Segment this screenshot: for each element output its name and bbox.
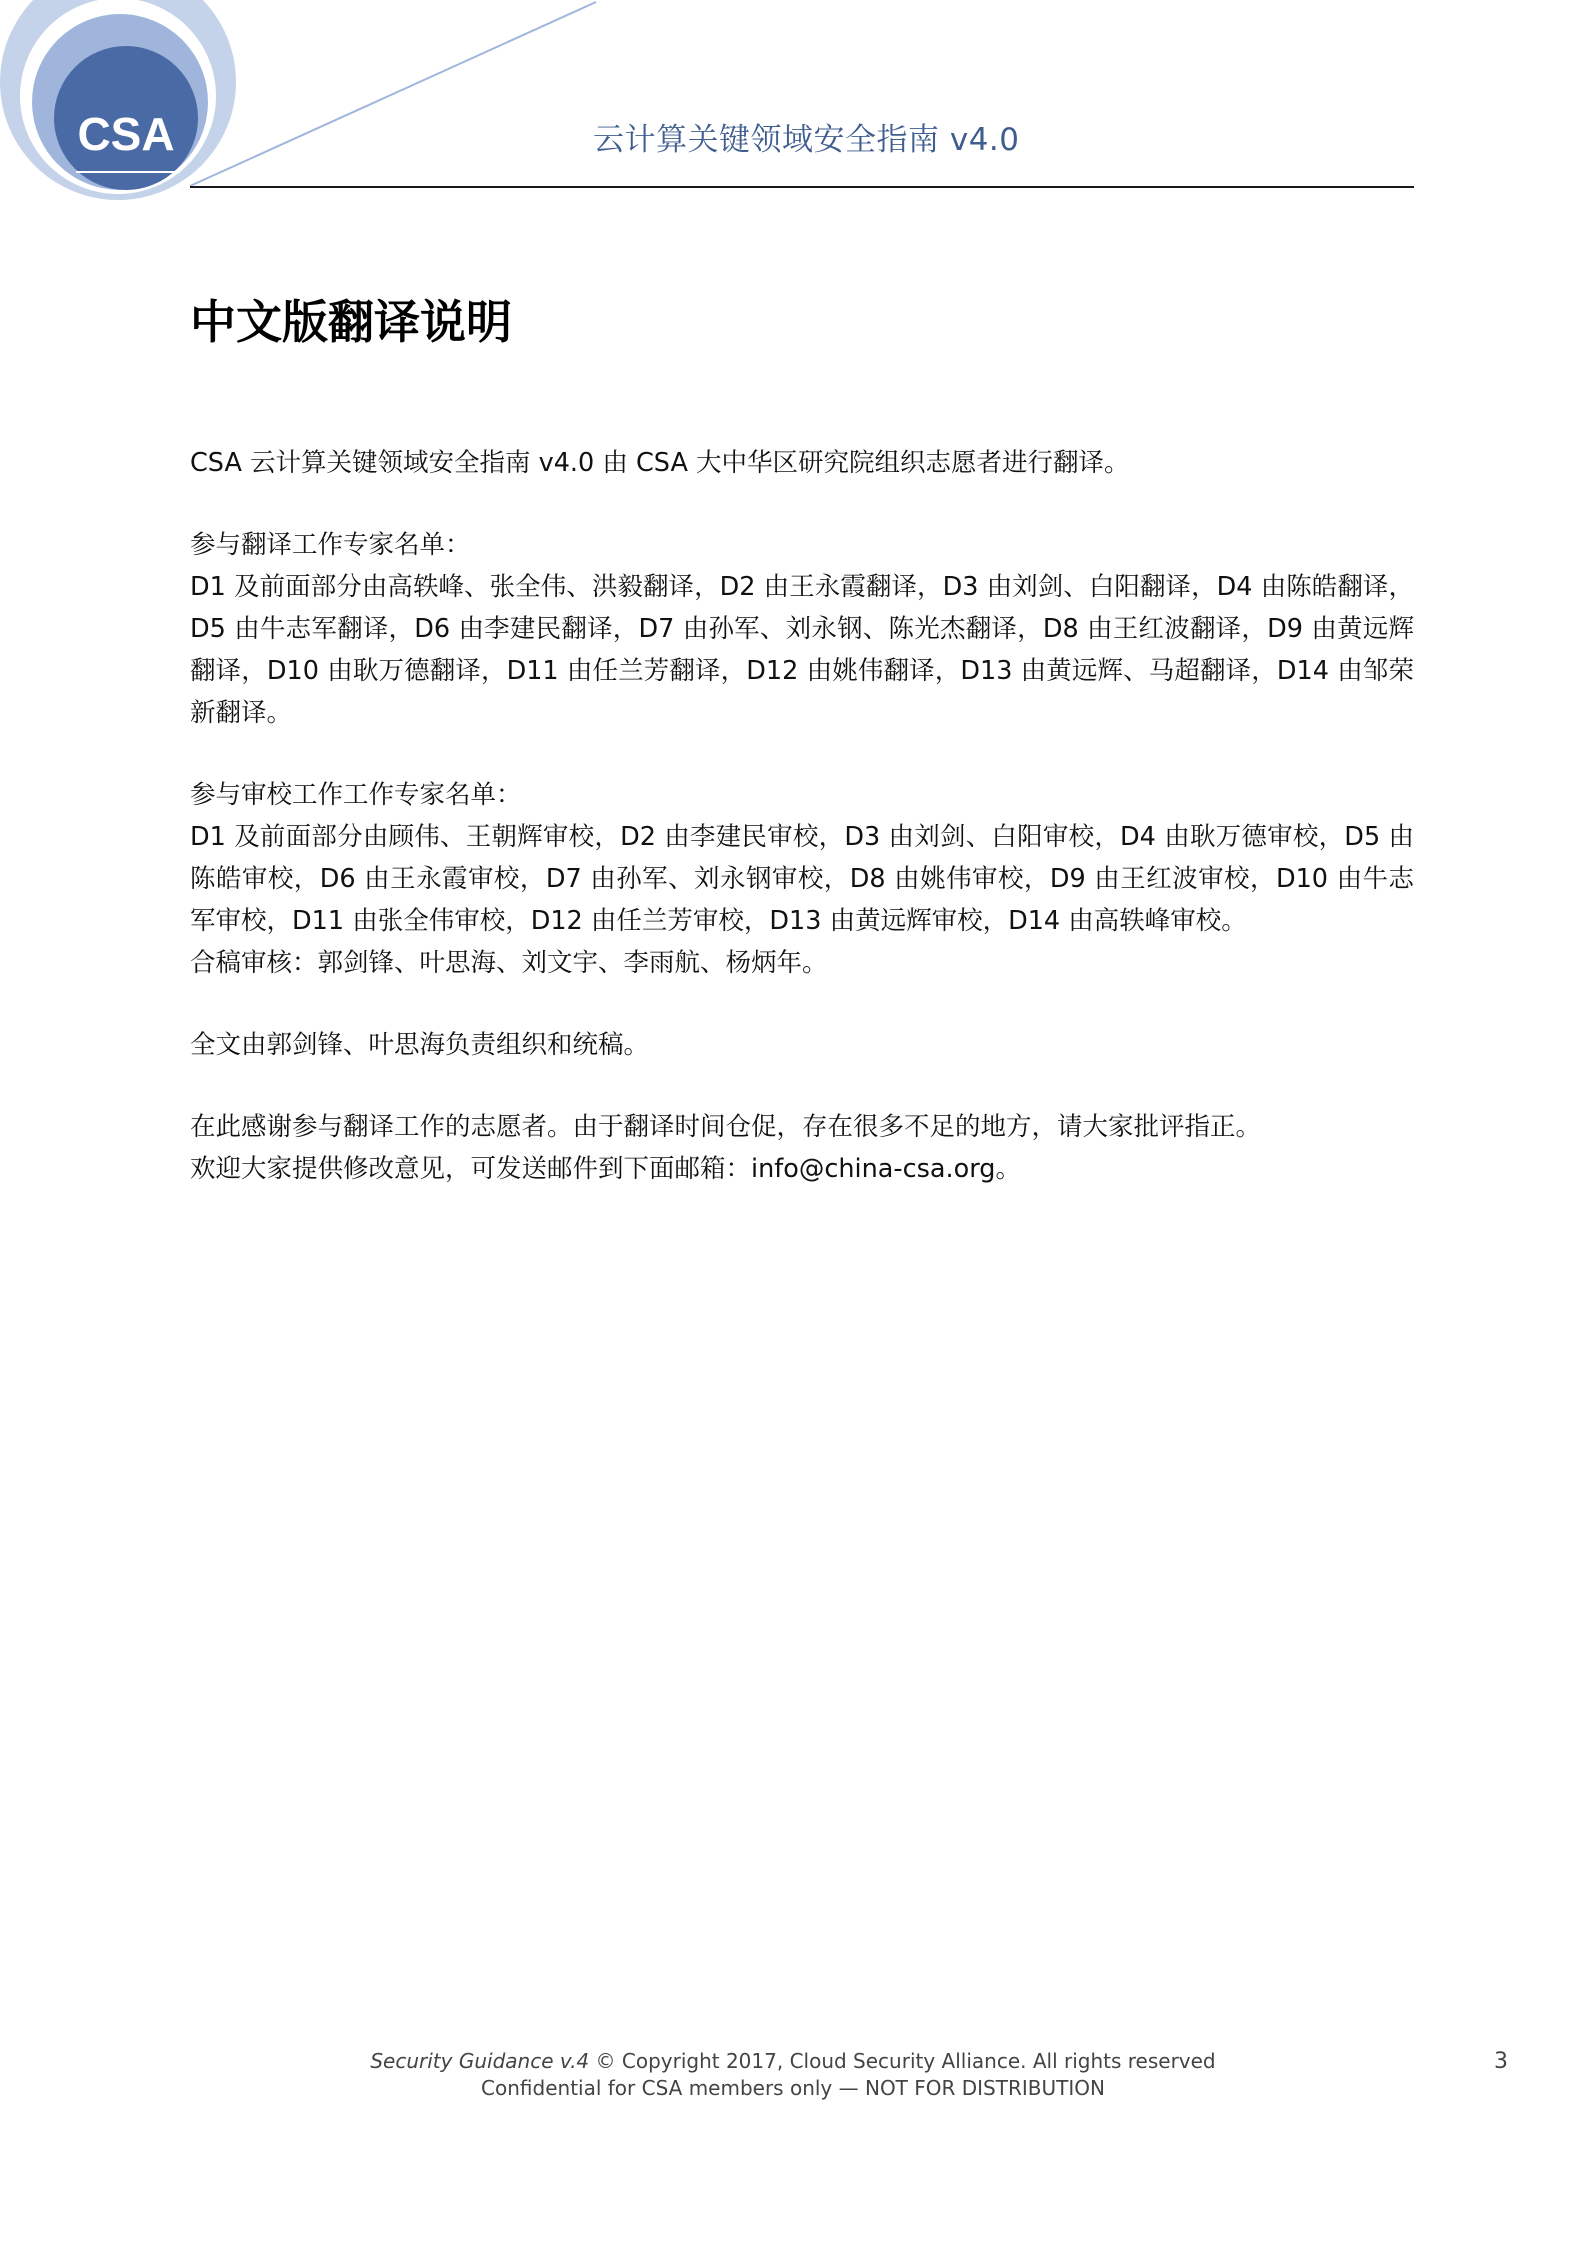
footer-copyright-text: © Copyright 2017, Cloud Security Alliance. All rights reserved (589, 2049, 1216, 2073)
page-number: 3 (1494, 2049, 1508, 2074)
header-title: 云计算关键领域安全指南 v4.0 (593, 122, 1020, 158)
footer-doc-name: Security Guidance v.4 (370, 2049, 590, 2073)
csa-logo-graphic (0, 0, 600, 225)
final-review-line: 合稿审核：郭剑锋、叶思海、刘文宇、李雨航、杨炳年。 (190, 948, 828, 978)
footer-notice: Confidential for CSA members only — NOT FOR DISTRIBUTION (481, 2076, 1105, 2100)
translators-list: D1 及前面部分由高轶峰、张全伟、洪毅翻译，D2 由王永霞翻译，D3 由刘剑、白阳翻译，D4 由陈皓翻译，D5 由牛志军翻译，D6 由李建民翻译，D7 由孙军、刘永钢、陈光杰翻译，D8 由王红波翻译，D9 由黄远辉翻译，D10 由耿万德翻译，D11 由任兰芳翻译，D12 由姚伟翻译，D13 由黄远辉、马超翻译，D14 由邹荣新翻译。 (190, 572, 1414, 728)
intro-paragraph: CSA 云计算关键领域安全指南 v4.0 由 CSA 大中华区研究院组织志愿者进行翻译。 (190, 448, 1130, 478)
header-divider (190, 186, 1414, 188)
footer-copyright (80, 2049, 1506, 2073)
document-body (190, 442, 1414, 1190)
csa-logo (0, 0, 240, 225)
coordination-line: 全文由郭剑锋、叶思海负责组织和统稿。 (190, 1030, 650, 1060)
feedback-line: 欢迎大家提供修改意见，可发送邮件到下面邮箱：info@china-csa.org。 (190, 1154, 1021, 1184)
thanks-line: 在此感谢参与翻译工作的志愿者。由于翻译时间仓促，存在很多不足的地方，请大家批评指正。 (190, 1112, 1262, 1142)
reviewers-heading: 参与审校工作工作专家名单： (190, 780, 522, 810)
reviewers-list: D1 及前面部分由顾伟、王朝辉审校，D2 由李建民审校，D3 由刘剑、白阳审校，D4 由耿万德审校，D5 由陈皓审校，D6 由王永霞审校，D7 由孙军、刘永钢审校，D8 由姚伟审校，D9 由王红波审校，D10 由牛志军审校，D11 由张全伟审校，D12 由任兰芳审校，D13 由黄远辉审校，D14 由高轶峰审校。 (190, 822, 1414, 936)
logo-text: CSA (77, 108, 175, 160)
page-title: 中文版翻译说明 (190, 295, 512, 349)
translators-heading: 参与翻译工作专家名单： (190, 530, 471, 560)
